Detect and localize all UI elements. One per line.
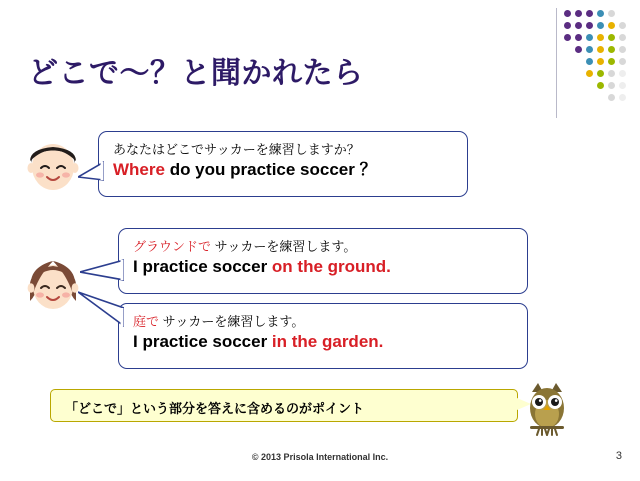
ground-jp-rest: サッカーを練習します。 [211,239,357,254]
note-text: 「どこで」という部分を答えに含めるのがポイント [65,401,365,416]
question-balloon-tail [78,160,104,184]
garden-en-highlight: in the garden. [271,331,384,351]
question-en-highlight: Where [113,159,165,179]
owl-icon [524,380,570,438]
question-jp-text: あなたはどこでサッカーを練習しますか？ [113,142,360,157]
page-number: 3 [615,450,622,462]
ground-jp-text [133,238,515,256]
question-en-rest: do you practice soccer ？ [164,159,377,179]
garden-en-text [133,331,515,354]
footer-copyright: © 2013 Prisola International Inc. [251,452,389,462]
question-en-text [113,159,455,182]
dot-grid-decoration [564,10,630,102]
garden-jp-text [133,313,515,331]
ground-en-text [133,256,515,279]
question-balloon [98,131,468,197]
answer-balloon-garden [118,303,528,369]
note-box [50,389,518,422]
garden-balloon-tail [78,286,124,328]
header-divider-line [556,8,557,118]
garden-jp-highlight: 庭で [133,314,160,329]
avatar-girl [26,255,80,313]
avatar-boy [26,137,80,195]
garden-en-prefix: I practice soccer [133,331,272,351]
answer-balloon-ground [118,228,528,294]
ground-jp-highlight: グラウンドで [133,239,212,254]
page-title: どこで〜？と聞かれたら [28,57,364,90]
ground-balloon-tail [80,258,124,286]
garden-jp-rest: サッカーを練習します。 [159,314,305,329]
ground-en-prefix: I practice soccer [133,256,272,276]
ground-en-highlight: on the ground. [271,256,391,276]
